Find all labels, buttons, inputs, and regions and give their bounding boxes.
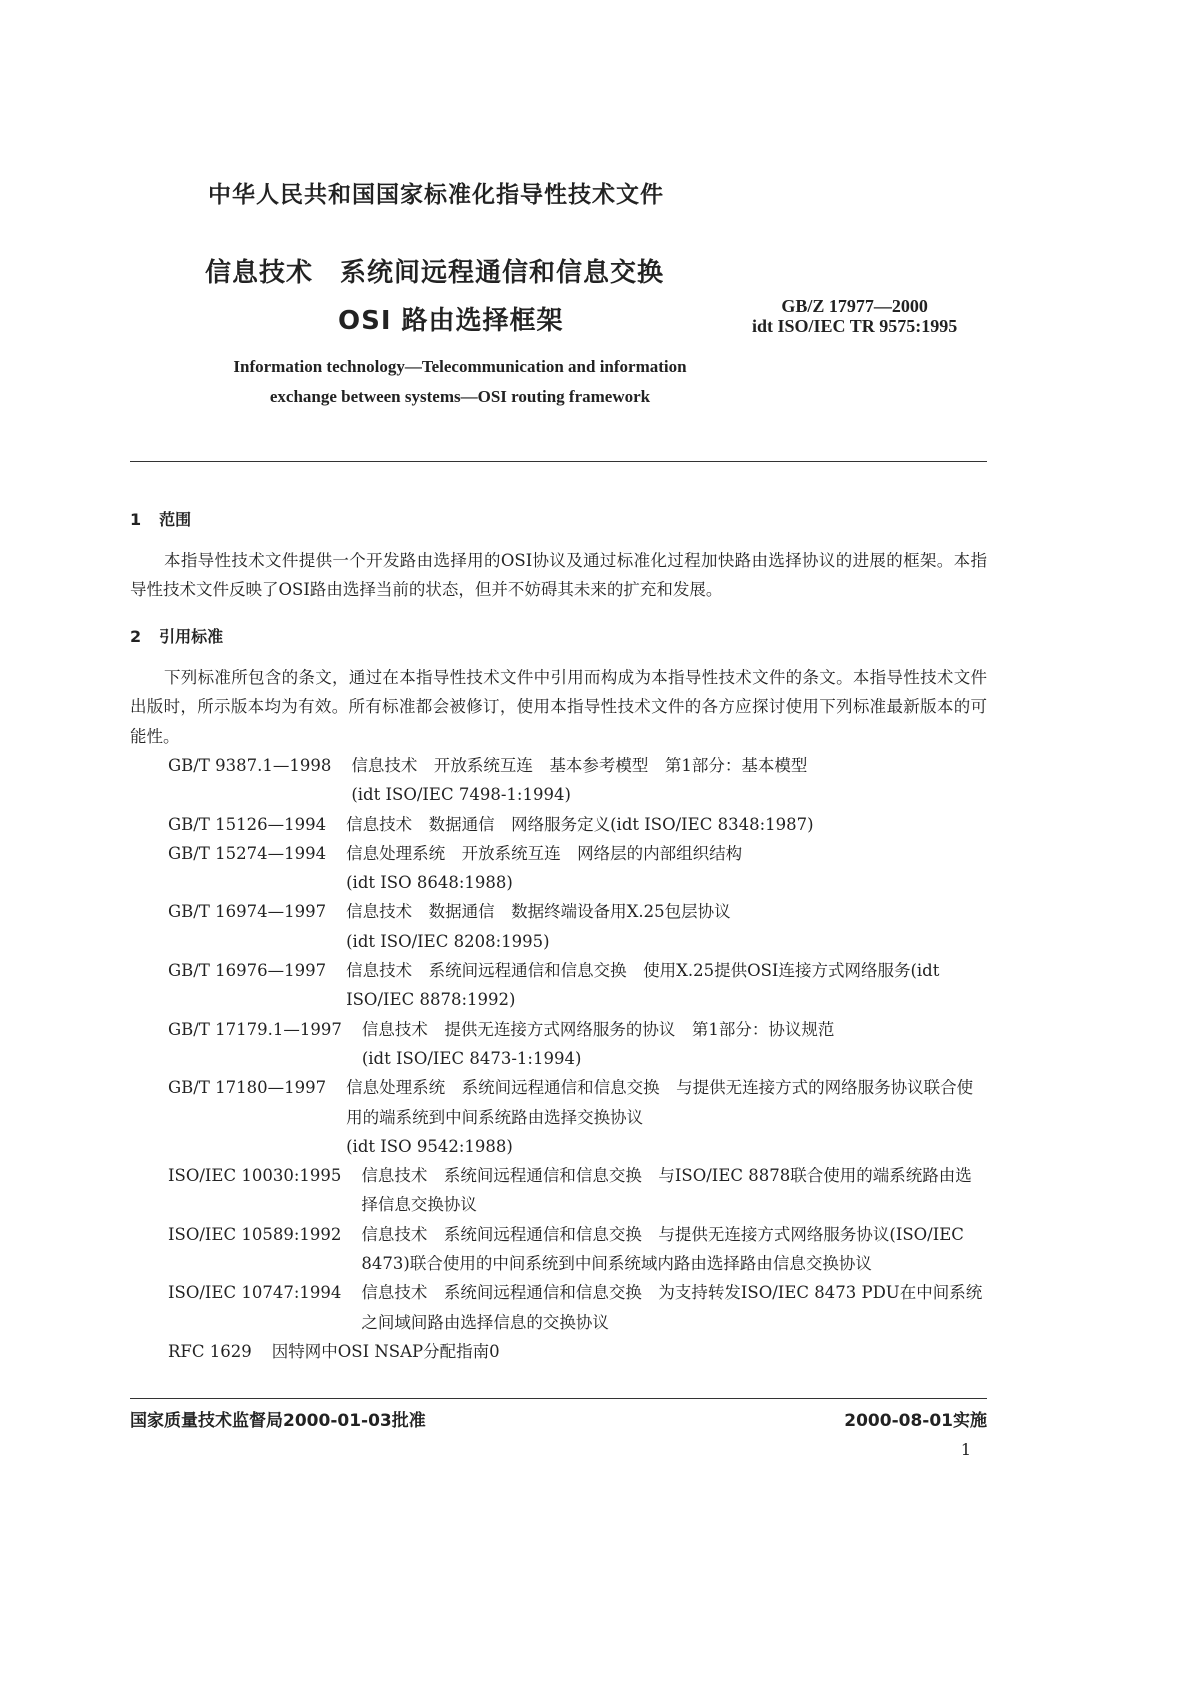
reference-idt: (idt ISO/IEC 7498-1:1994) [351,785,571,805]
approval-date: 国家质量技术监督局2000-01-03批准 [130,1411,426,1431]
reference-title: 信息技术 系统间远程通信和信息交换 为支持转发ISO/IEC 8473 PDU在中间系统之间域间路由选择信息的交换协议 [361,1283,983,1332]
english-title-line-2: exchange between systems—OSI routing framework [269,387,651,406]
section-heading-1 [130,507,209,530]
reference-title-block [346,839,987,898]
reference-code: GB/T 9387.1—1998 [168,756,332,775]
reference-title: 信息处理系统 系统间远程通信和信息交换 与提供无连接方式的网络服务协议联合使用的端系统到中间系统路由选择交换协议 [346,1078,974,1127]
reference-item [168,1278,987,1337]
reference-item [168,1015,987,1074]
reference-code: GB/T 15126—1994 [168,814,327,834]
reference-title: 信息技术 提供无连接方式网络服务的协议 第1部分：协议规范 [361,1019,835,1039]
reference-item [168,810,987,839]
reference-title-block [346,1073,987,1161]
reference-code: GB/T 16974—1997 [168,902,327,922]
reference-title-block [351,751,987,810]
section-1-paragraph: 本指导性技术文件提供一个开发路由选择用的OSI协议及通过标准化过程加快路由选择协议的进展的框架。本指导性技术文件反映了OSI路由选择当前的状态，但并不妨碍其未来的扩充和发展。 [130,551,987,600]
reference-idt: (idt ISO 8648:1988) [346,873,513,893]
section-title: 引用标准 [159,627,224,646]
reference-title-block [346,897,987,956]
reference-idt: (idt ISO 9542:1988) [346,1136,513,1156]
section-number: 1 [130,510,142,529]
footer-divider [130,1398,987,1399]
reference-item [168,1161,987,1220]
title-line-1: 信息技术 系统间远程通信和信息交换 [205,258,665,288]
header-divider [130,461,987,462]
effective-date: 2000-08-01实施 [844,1411,987,1431]
reference-idt: (idt ISO/IEC 8208:1995) [346,931,550,951]
reference-item [168,897,987,956]
reference-item [168,1073,987,1161]
reference-code: GB/T 16976—1997 [168,961,327,981]
reference-code: GB/T 17180—1997 [168,1078,327,1098]
section-heading-2 [130,624,241,647]
section-2-paragraph: 下列标准所包含的条文，通过在本指导性技术文件中引用而构成为本指导性技术文件的条文。本指导性技术文件出版时，所示版本均为有效。所有标准都会被修订，使用本指导性技术文件的各方应探讨使用下列标准最新版本的可能性。 [130,668,987,746]
reference-title: 信息技术 数据通信 数据终端设备用X.25包层协议 [346,902,731,922]
reference-title: 信息技术 系统间远程通信和信息交换 与ISO/IEC 8878联合使用的端系统路由选择信息交换协议 [361,1166,972,1215]
reference-code: ISO/IEC 10030:1995 [168,1166,342,1186]
standard-code [752,296,957,336]
reference-code: GB/T 17179.1—1997 [168,1019,342,1039]
section-number: 2 [130,627,142,646]
standard-number: GB/Z 17977—2000 [781,296,928,316]
reference-title: 信息技术 数据通信 网络服务定义(idt ISO/IEC 8348:1987) [346,814,814,834]
reference-item [168,956,987,1015]
reference-title-block [362,1015,987,1074]
reference-code: ISO/IEC 10747:1994 [168,1283,342,1303]
title-line-2: OSI 路由选择框架 [338,306,564,336]
reference-item [168,839,987,898]
reference-title: 信息技术 系统间远程通信和信息交换 使用X.25提供OSI连接方式网络服务(idt ISO/IEC 8878:1992) [346,961,940,1010]
reference-title-block [361,1278,987,1337]
page-number: 1 [960,1440,971,1459]
reference-list [168,751,987,1366]
reference-title: 因特网中OSI NSAP分配指南0 [271,1341,500,1361]
reference-code: GB/T 15274—1994 [168,843,327,863]
reference-title-block [361,1161,987,1220]
reference-title-block [272,1337,987,1366]
reference-title: 信息技术 开放系统互连 基本参考模型 第1部分：基本模型 [351,756,808,775]
reference-idt: (idt ISO/IEC 8473-1:1994) [361,1048,582,1068]
reference-code: ISO/IEC 10589:1992 [168,1224,342,1244]
reference-item [168,1337,987,1366]
section-title: 范围 [159,510,192,529]
reference-item [168,751,987,810]
reference-title-block [361,1220,987,1279]
reference-title: 信息技术 系统间远程通信和信息交换 与提供无连接方式网络服务协议(ISO/IEC 8473)联合使用的中间系统到中间系统域内路由选择路由信息交换协议 [361,1224,964,1274]
reference-code: RFC 1629 [168,1341,252,1361]
english-title-line-1: Information technology—Telecommunication and information [233,357,687,376]
reference-title-block [346,810,987,839]
reference-item [168,1220,987,1279]
english-title [150,352,770,412]
reference-title-block [346,956,987,1015]
standard-equivalence: idt ISO/IEC TR 9575:1995 [752,316,958,336]
document-header: 中华人民共和国国家标准化指导性技术文件 [208,182,664,208]
reference-title: 信息处理系统 开放系统互连 网络层的内部组织结构 [346,843,743,863]
